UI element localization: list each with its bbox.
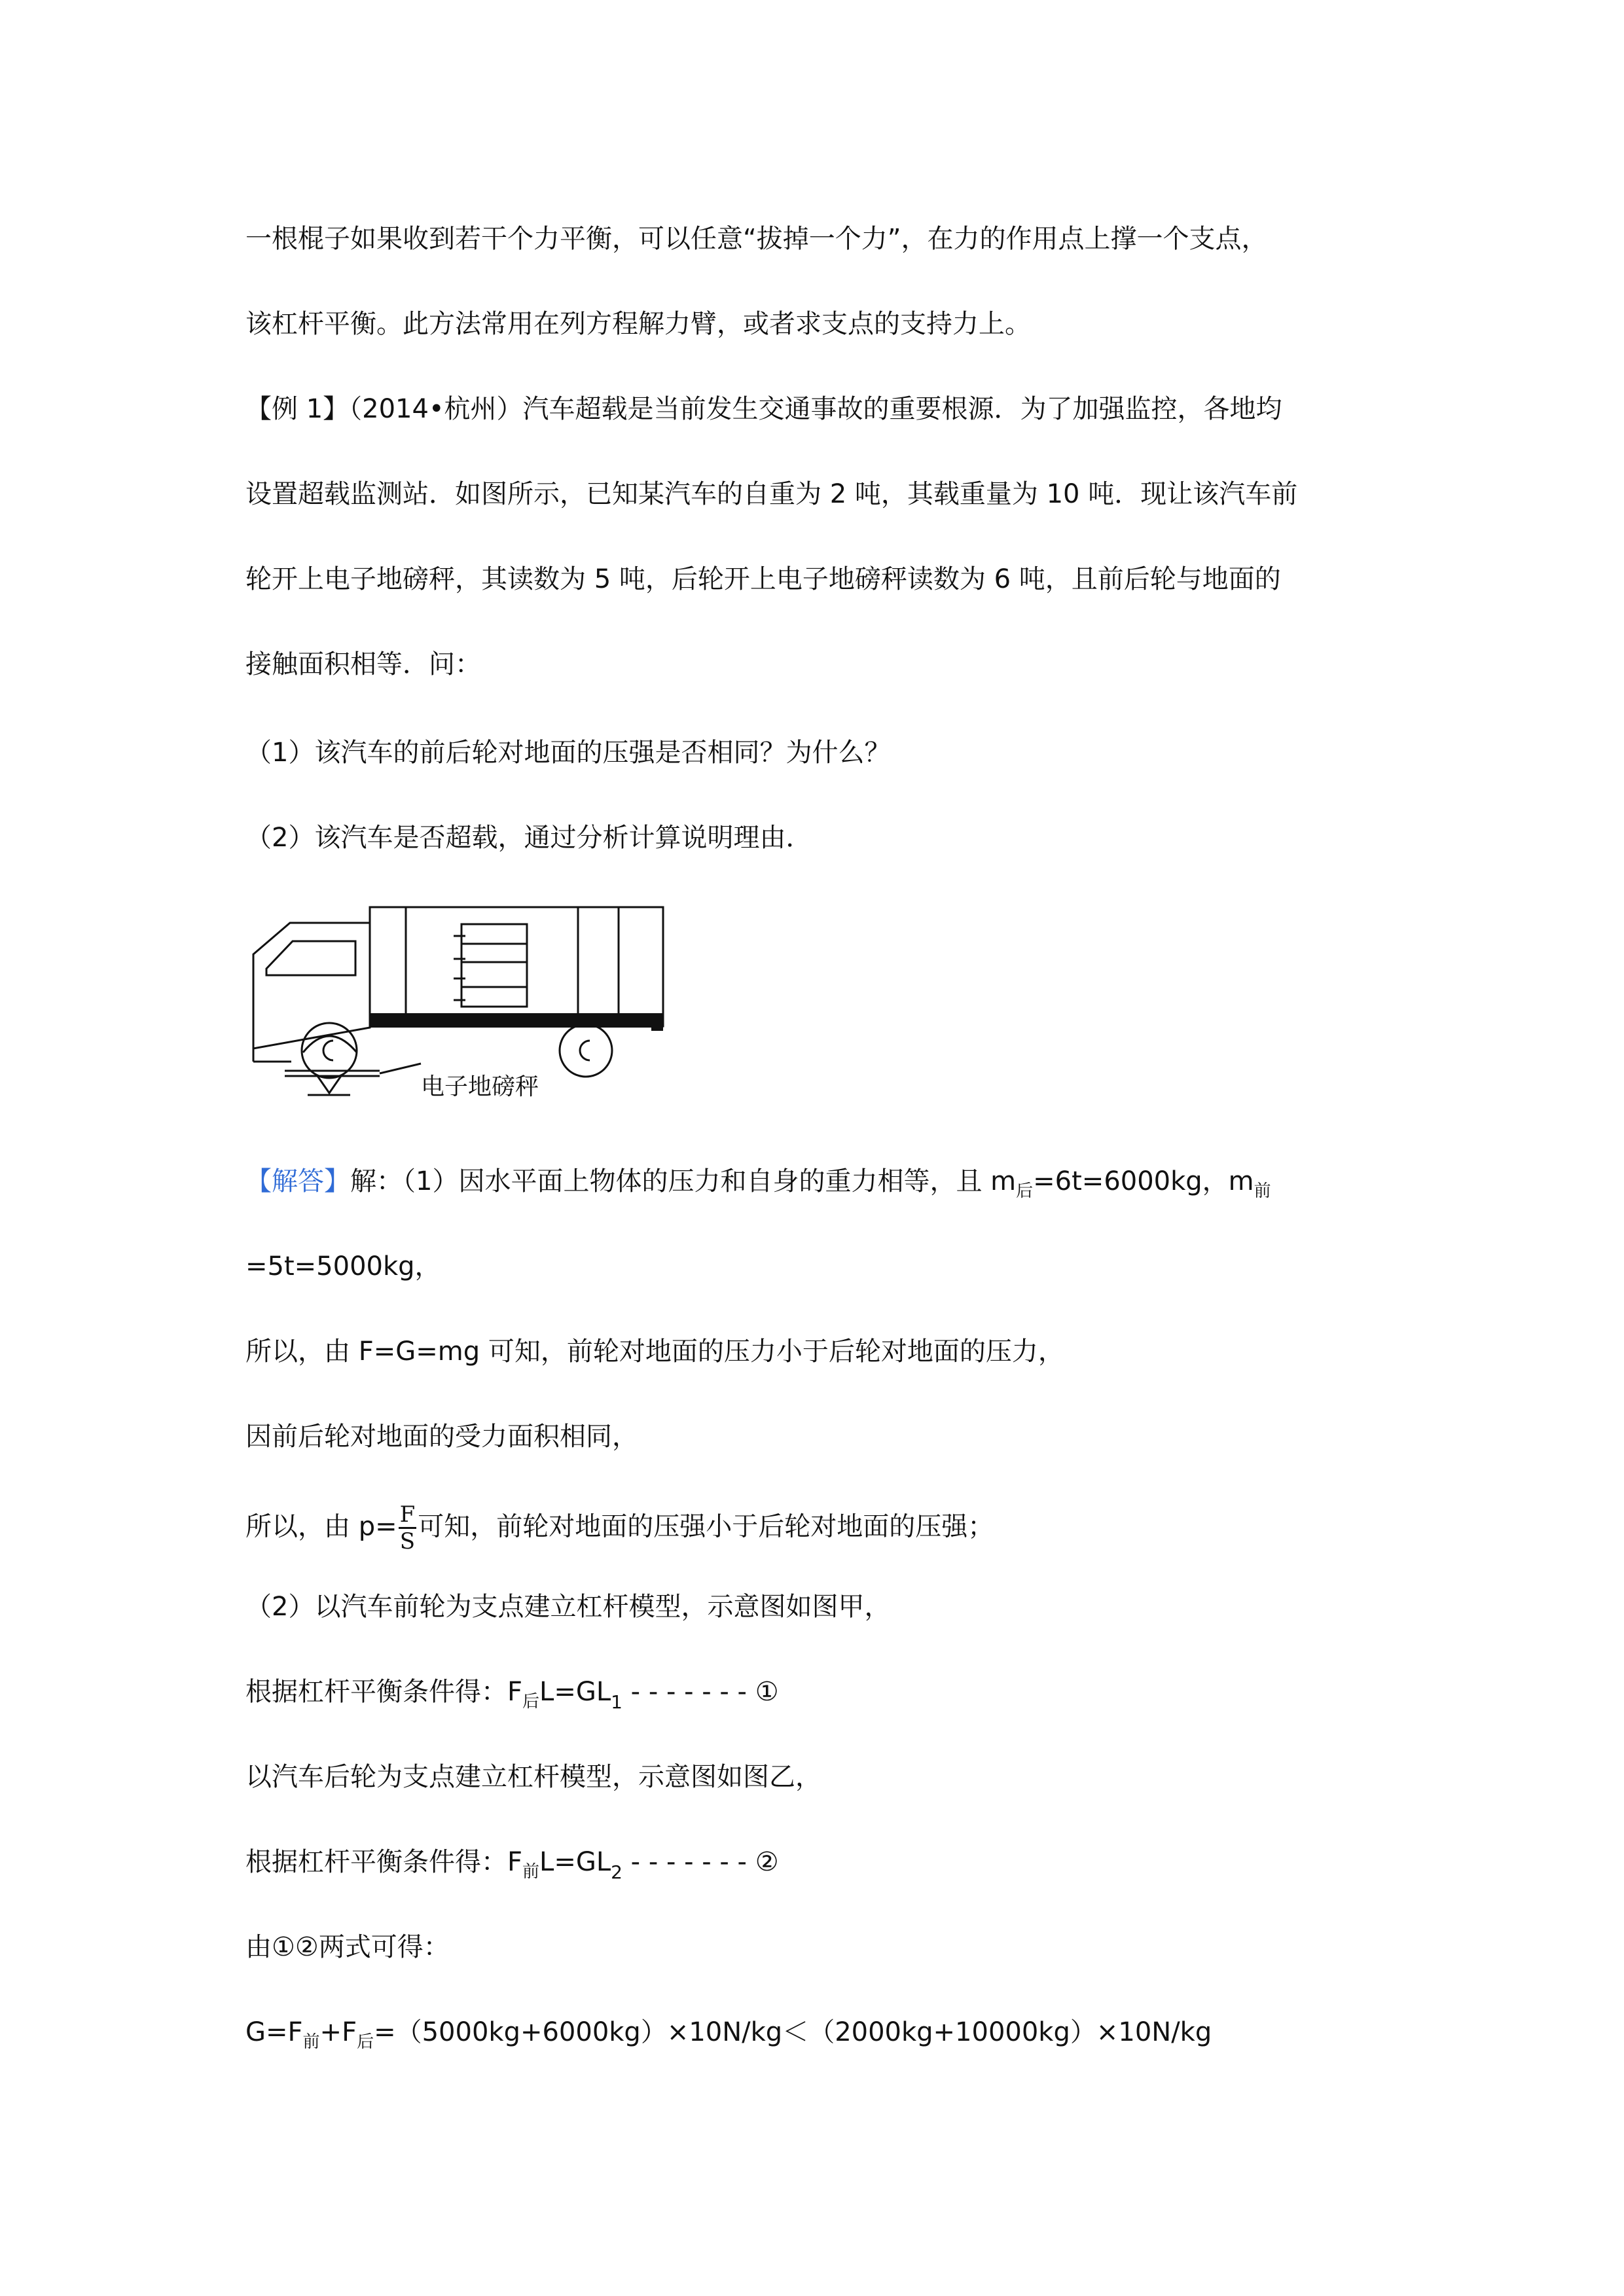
answer-line-2: =5t=5000kg，	[245, 1251, 441, 1282]
answer-line-7: 根据杠杆平衡条件得：$F_后L=GL_1$ - - - - - - - ①	[245, 1677, 779, 1713]
scale-label: 电子地磅秤	[421, 1073, 539, 1100]
truck-chassis	[370, 1013, 663, 1028]
front-wheel	[302, 1023, 357, 1078]
answer-line-1: 【解答】解：（1）因水平面上物体的压力和自身的重力相等，且 $m_后=6t=6000kg$，$m_前$	[245, 1166, 1271, 1201]
answer-line-11: $G=F_前+F_后=(5000kg+6000kg)\times 10N/kg<(2000kg+10000kg)\times 10N/kg$	[245, 2017, 1212, 2052]
truck-on-scale-figure	[245, 897, 691, 1113]
rear-wheel	[560, 1024, 612, 1077]
answer-line-5: 所以，由 p= $\frac{F}{S}$ 可知，前轮对地面的压强小于后轮对地面的压强；	[245, 1501, 994, 1554]
truck-cab-window	[266, 941, 355, 975]
question-2: （2）该汽车是否超载，通过分析计算说明理由．	[245, 823, 812, 853]
answer-line-3: 所以，由 F=G=mg 可知，前轮对地面的压力小于后轮对地面的压力，	[245, 1336, 1064, 1367]
cargo-door	[461, 924, 527, 1007]
question-1: （1）该汽车的前后轮对地面的压强是否相同？为什么？	[245, 738, 891, 768]
pressure-fraction: $\frac{F}{S}$	[399, 1501, 416, 1554]
example-line-3: 轮开上电子地磅秤，其读数为 5 吨，后轮开上电子地磅秤读数为 6 吨，且前后轮与地面的	[245, 564, 1281, 594]
example-line-4: 接触面积相等．问：	[245, 649, 481, 679]
answer-line-4: 因前后轮对地面的受力面积相同，	[245, 1422, 638, 1452]
answer-tag: 【解答】	[245, 1166, 350, 1196]
intro-line-2: 该杠杆平衡。此方法常用在列方程解力臂，或者求支点的支持力上。	[245, 309, 1031, 339]
example-line-2: 设置超载监测站．如图所示，已知某汽车的自重为 2 吨，其载重量为 10 吨．现让该汽车前	[245, 479, 1298, 509]
answer-line-8: 以汽车后轮为支点建立杠杆模型，示意图如图乙，	[245, 1762, 821, 1792]
example-line-1: 【例 1】（2014•杭州）汽车超载是当前发生交通事故的重要根源．为了加强监控，各地均	[245, 394, 1282, 424]
label-leader-line	[380, 1064, 421, 1073]
answer-line-6: （2）以汽车前轮为支点建立杠杆模型，示意图如图甲，	[245, 1592, 891, 1622]
answer-line-10: 由①②两式可得：	[245, 1932, 450, 1962]
answer-line-9: 根据杠杆平衡条件得：$F_前L=GL_2$ - - - - - - - ②	[245, 1847, 779, 1883]
intro-line-1: 一根棍子如果收到若干个力平衡，可以任意“拔掉一个力”，在力的作用点上撑一个支点，	[245, 224, 1268, 254]
